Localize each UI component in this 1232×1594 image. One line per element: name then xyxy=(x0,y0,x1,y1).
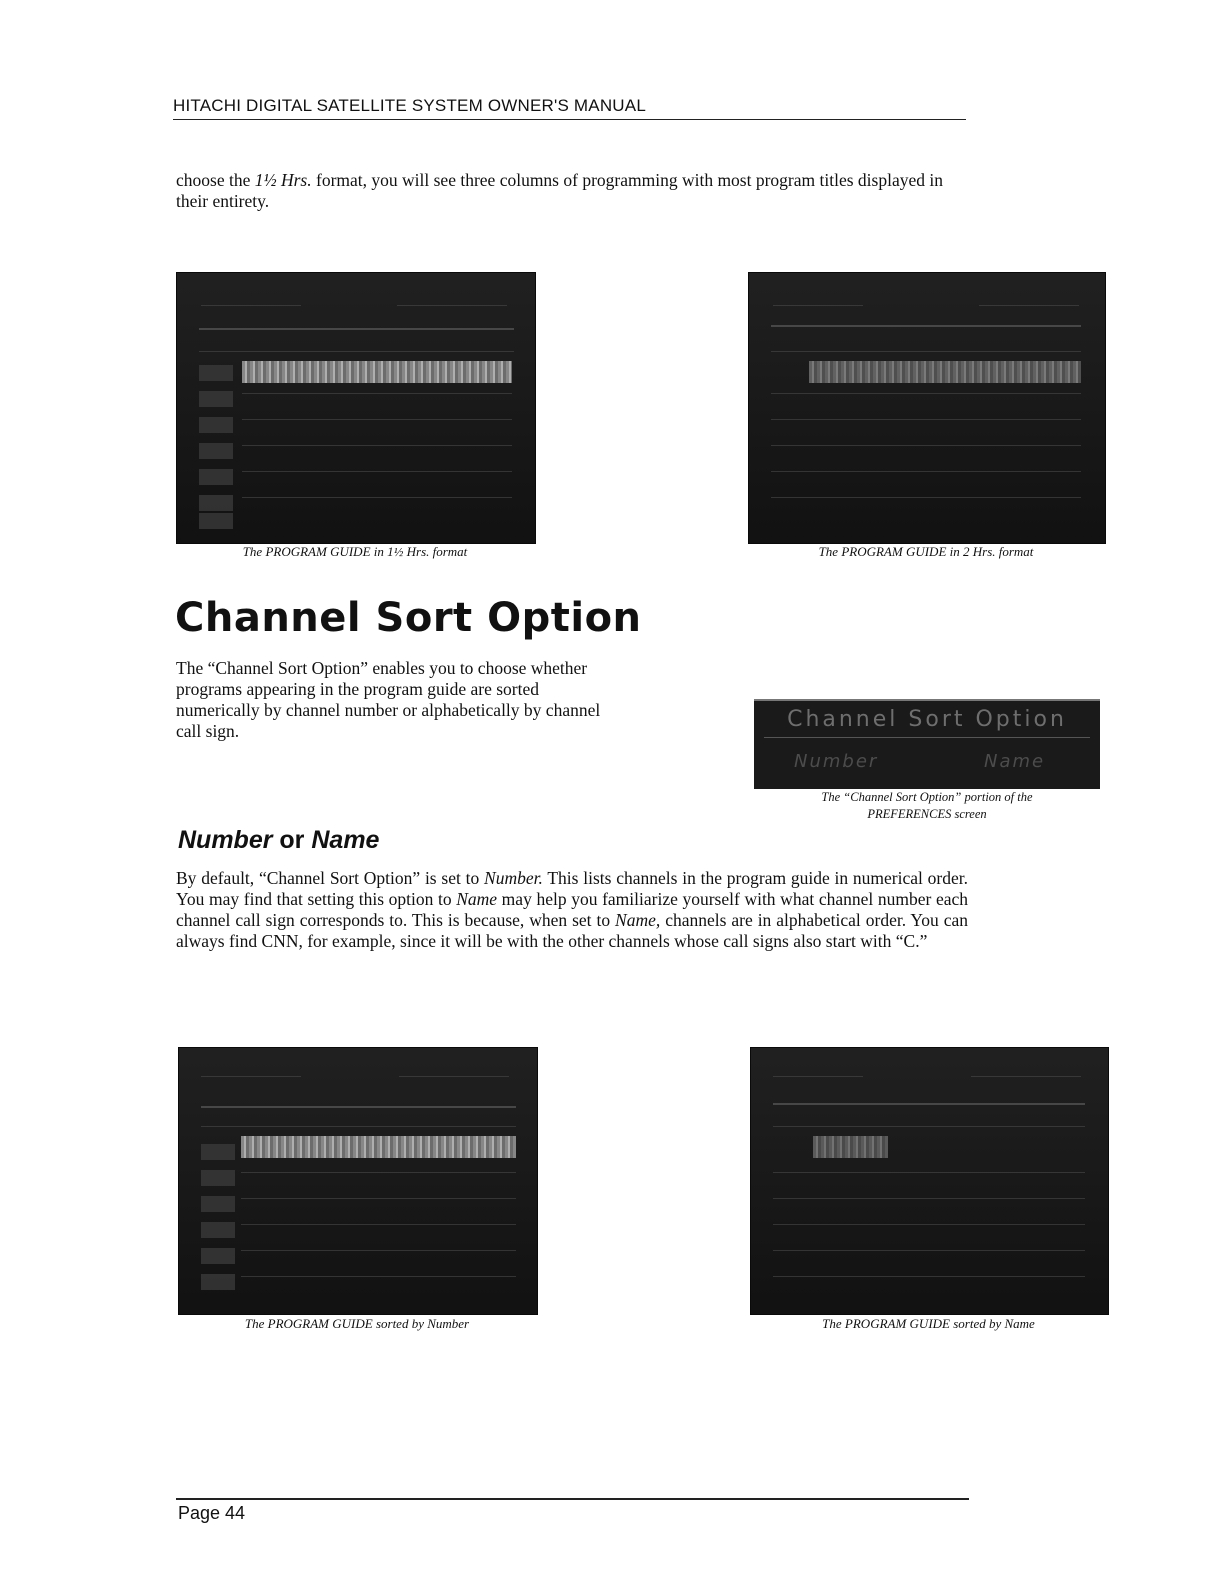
program-guide-sorted-name-screenshot xyxy=(750,1047,1109,1315)
figure-caption-4: The PROGRAM GUIDE sorted by Name xyxy=(822,1316,1035,1331)
section-heading: Channel Sort Option xyxy=(175,595,642,641)
program-guide-screenshot-1-5hrs xyxy=(176,272,536,544)
sort-option-caption: The “Channel Sort Option” portion of the PREFERENCES screen xyxy=(821,790,1033,821)
figure-caption-2: The PROGRAM GUIDE in 2 Hrs. format xyxy=(818,544,1034,559)
figure-caption-1: The PROGRAM GUIDE in 1½ Hrs. format xyxy=(242,544,468,559)
figure-caption-3: The PROGRAM GUIDE sorted by Number xyxy=(244,1316,470,1331)
section-paragraph: The “Channel Sort Option” enables you to choose whether programs appearing in the program guide are sorted numerically by channel number or alphabetically by channel call sign. xyxy=(176,658,601,741)
sort-option-name: Name xyxy=(984,751,1046,772)
sort-option-title: Channel Sort Option xyxy=(787,707,1067,732)
subsection-heading: Number or Name xyxy=(178,826,380,854)
program-guide-screenshot-2hrs xyxy=(748,272,1106,544)
footer-rule xyxy=(176,1498,969,1500)
page-header: HITACHI DIGITAL SATELLITE SYSTEM OWNER'S MANUAL xyxy=(173,96,966,120)
intro-paragraph: choose the 1½ Hrs. format, you will see three columns of programming with most program titles displayed in their entirety. xyxy=(176,170,943,211)
program-guide-sorted-number-screenshot xyxy=(178,1047,538,1315)
channel-sort-option-screenshot xyxy=(754,699,1100,789)
subsection-paragraph: By default, “Channel Sort Option” is set to Number. This lists channels in the program guide in numerical order. You may find that setting this option to Name may help you familiarize yourself with what channel number each channel call sign corresponds to. This is because, when set to Name, channels are in alphabetical order. You can always find CNN, for example, since it will be with the other channels whose call signs also start with “C.” xyxy=(176,868,968,951)
sort-option-number: Number xyxy=(794,751,879,772)
page-number: Page 44 xyxy=(178,1503,246,1523)
